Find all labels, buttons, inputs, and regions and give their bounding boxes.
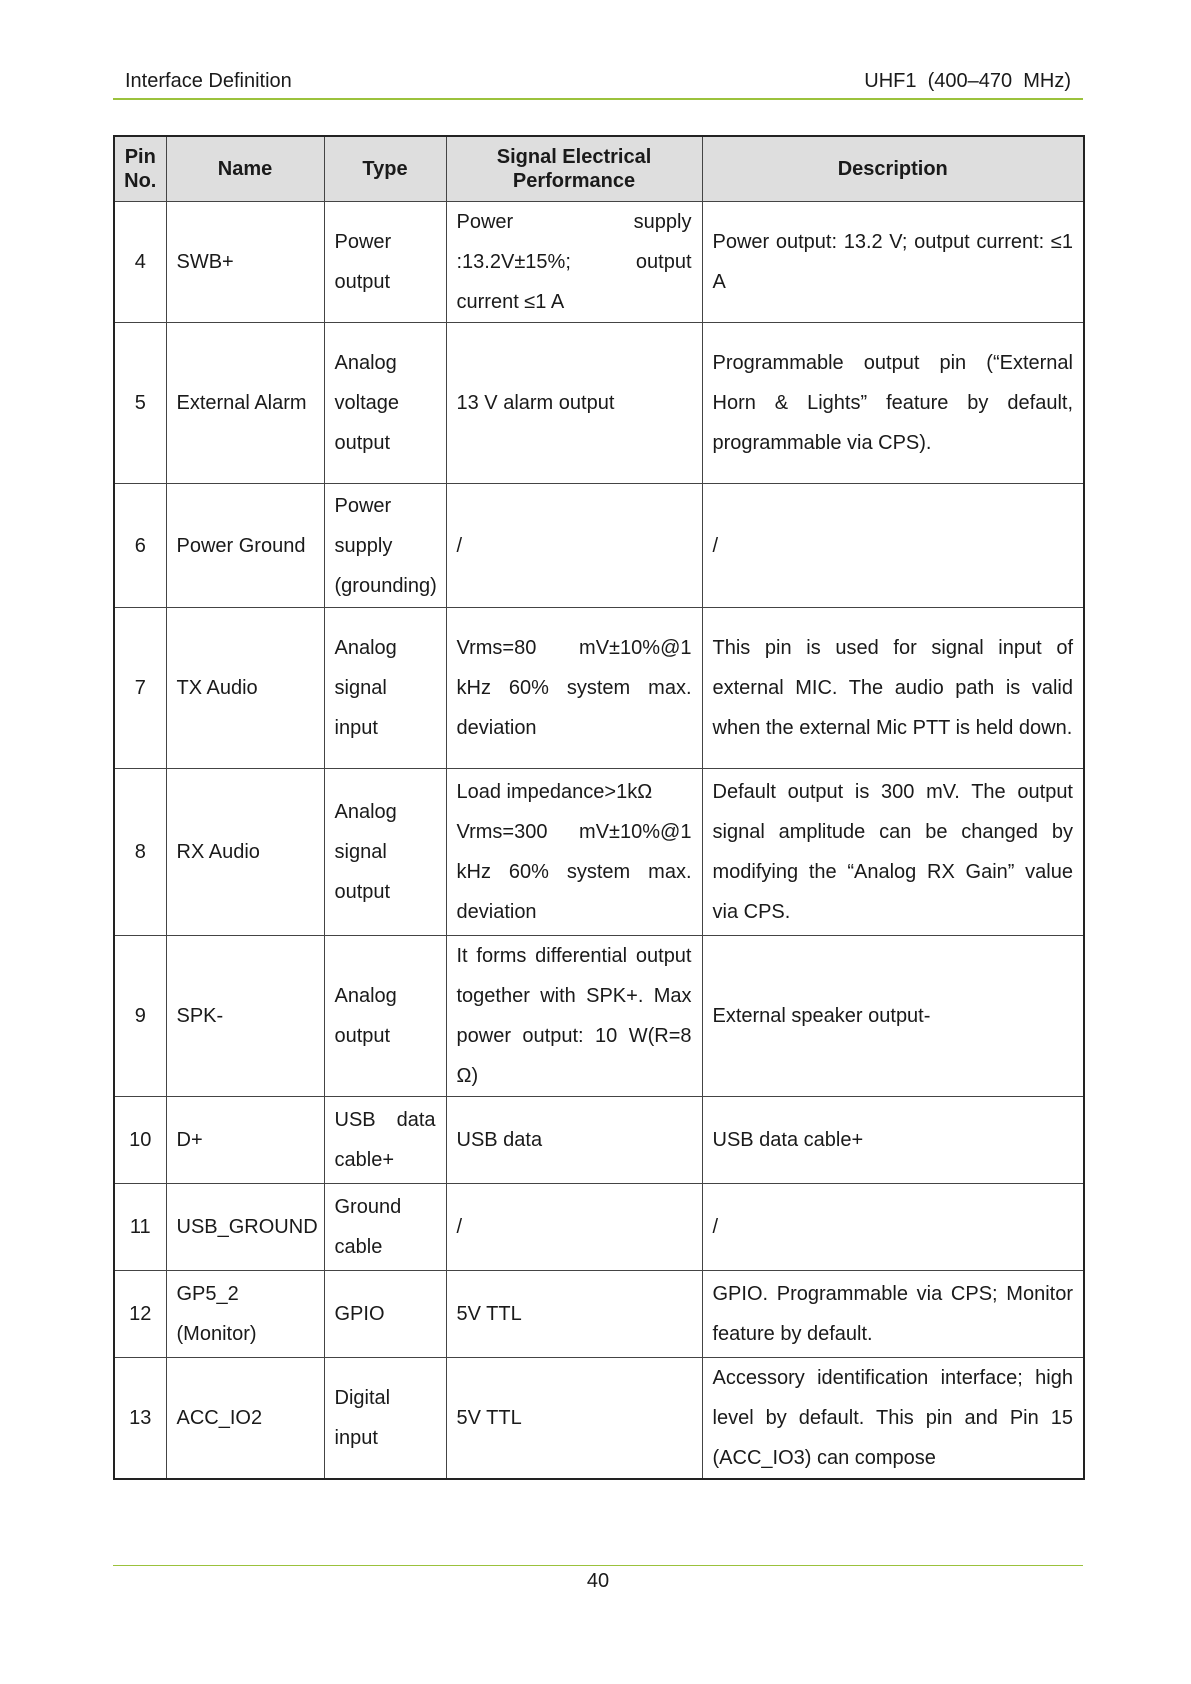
signal-cell	[446, 769, 702, 936]
name-cell: SWB+	[166, 202, 324, 323]
description-cell: Default output is 300 mV. The output signal amplitude can be changed by modifying the “Analog RX Gain” value via CPS.	[702, 769, 1084, 936]
signal-impedance-line: Load impedance>1kΩ	[456, 781, 653, 803]
signal-cell: USB data	[446, 1097, 702, 1184]
section-title: Interface Definition	[125, 70, 292, 92]
type-cell: Power supply (grounding)	[324, 484, 446, 608]
signal-cell: /	[446, 1184, 702, 1271]
table-row	[114, 1097, 1084, 1184]
description-cell: Power output: 13.2 V; output current: ≤1 A	[702, 202, 1084, 323]
description-cell: /	[702, 484, 1084, 608]
description-cell: Programmable output pin (“External Horn & Lights” feature by default, programmable via CPS).	[702, 323, 1084, 484]
pin-cell: 6	[114, 484, 166, 608]
band-label: UHF1 (400–470 MHz)	[864, 70, 1071, 92]
pin-cell: 5	[114, 323, 166, 484]
column-header-pin: Pin No.	[114, 136, 166, 202]
name-cell: D+	[166, 1097, 324, 1184]
signal-vrms-line: Vrms=300 mV±10%@1 kHz 60% system max. deviation	[456, 821, 692, 923]
signal-cell: It forms differential output together with SPK+. Max power output: 10 W(R=8 Ω)	[446, 936, 702, 1097]
description-cell: Accessory identification interface; high level by default. This pin and Pin 15 (ACC_IO3) can compose	[702, 1358, 1084, 1480]
pin-cell: 8	[114, 769, 166, 936]
column-header-description: Description	[702, 136, 1084, 202]
pin-cell: 12	[114, 1271, 166, 1358]
type-cell: Analog signal output	[324, 769, 446, 936]
pin-cell: 4	[114, 202, 166, 323]
pin-cell: 11	[114, 1184, 166, 1271]
pin-definition-table	[113, 135, 1085, 1480]
signal-cell: /	[446, 484, 702, 608]
name-cell: TX Audio	[166, 608, 324, 769]
page-header	[113, 68, 1083, 100]
name-cell: USB_GROUND	[166, 1184, 324, 1271]
description-cell: USB data cable+	[702, 1097, 1084, 1184]
page-footer	[113, 1565, 1083, 1593]
table-row	[114, 323, 1084, 484]
column-header-name: Name	[166, 136, 324, 202]
type-cell: Analog signal input	[324, 608, 446, 769]
table-header-row	[114, 136, 1084, 202]
description-cell: This pin is used for signal input of external MIC. The audio path is valid when the external Mic PTT is held down.	[702, 608, 1084, 769]
table-row	[114, 608, 1084, 769]
page-number: 40	[586, 1570, 610, 1592]
name-cell: Power Ground	[166, 484, 324, 608]
name-cell: ACC_IO2	[166, 1358, 324, 1480]
type-cell: Analog output	[324, 936, 446, 1097]
description-cell: /	[702, 1184, 1084, 1271]
pin-cell: 10	[114, 1097, 166, 1184]
pin-cell: 7	[114, 608, 166, 769]
description-cell: GPIO. Programmable via CPS; Monitor feature by default.	[702, 1271, 1084, 1358]
signal-cell: 13 V alarm output	[446, 323, 702, 484]
table-row	[114, 769, 1084, 936]
signal-cell: Vrms=80 mV±10%@1 kHz 60% system max. deviation	[446, 608, 702, 769]
column-header-type: Type	[324, 136, 446, 202]
type-cell: Analog voltage output	[324, 323, 446, 484]
table-row	[114, 936, 1084, 1097]
signal-cell: Power supply :13.2V±15%; output current ≤1 A	[446, 202, 702, 323]
column-header-signal: Signal Electrical Performance	[446, 136, 702, 202]
name-cell: SPK-	[166, 936, 324, 1097]
name-cell: External Alarm	[166, 323, 324, 484]
type-cell: Digital input	[324, 1358, 446, 1480]
description-cell: External speaker output-	[702, 936, 1084, 1097]
signal-cell: 5V TTL	[446, 1271, 702, 1358]
table-row	[114, 1184, 1084, 1271]
table-row	[114, 1358, 1084, 1480]
type-cell: GPIO	[324, 1271, 446, 1358]
type-cell: USB data cable+	[324, 1097, 446, 1184]
pin-definition-table-container	[113, 135, 1083, 1480]
name-cell: RX Audio	[166, 769, 324, 936]
name-cell: GP5_2 (Monitor)	[166, 1271, 324, 1358]
type-cell: Power output	[324, 202, 446, 323]
signal-cell: 5V TTL	[446, 1358, 702, 1480]
type-cell: Ground cable	[324, 1184, 446, 1271]
table-row	[114, 1271, 1084, 1358]
table-row	[114, 484, 1084, 608]
pin-cell: 13	[114, 1358, 166, 1480]
table-row	[114, 202, 1084, 323]
pin-cell: 9	[114, 936, 166, 1097]
